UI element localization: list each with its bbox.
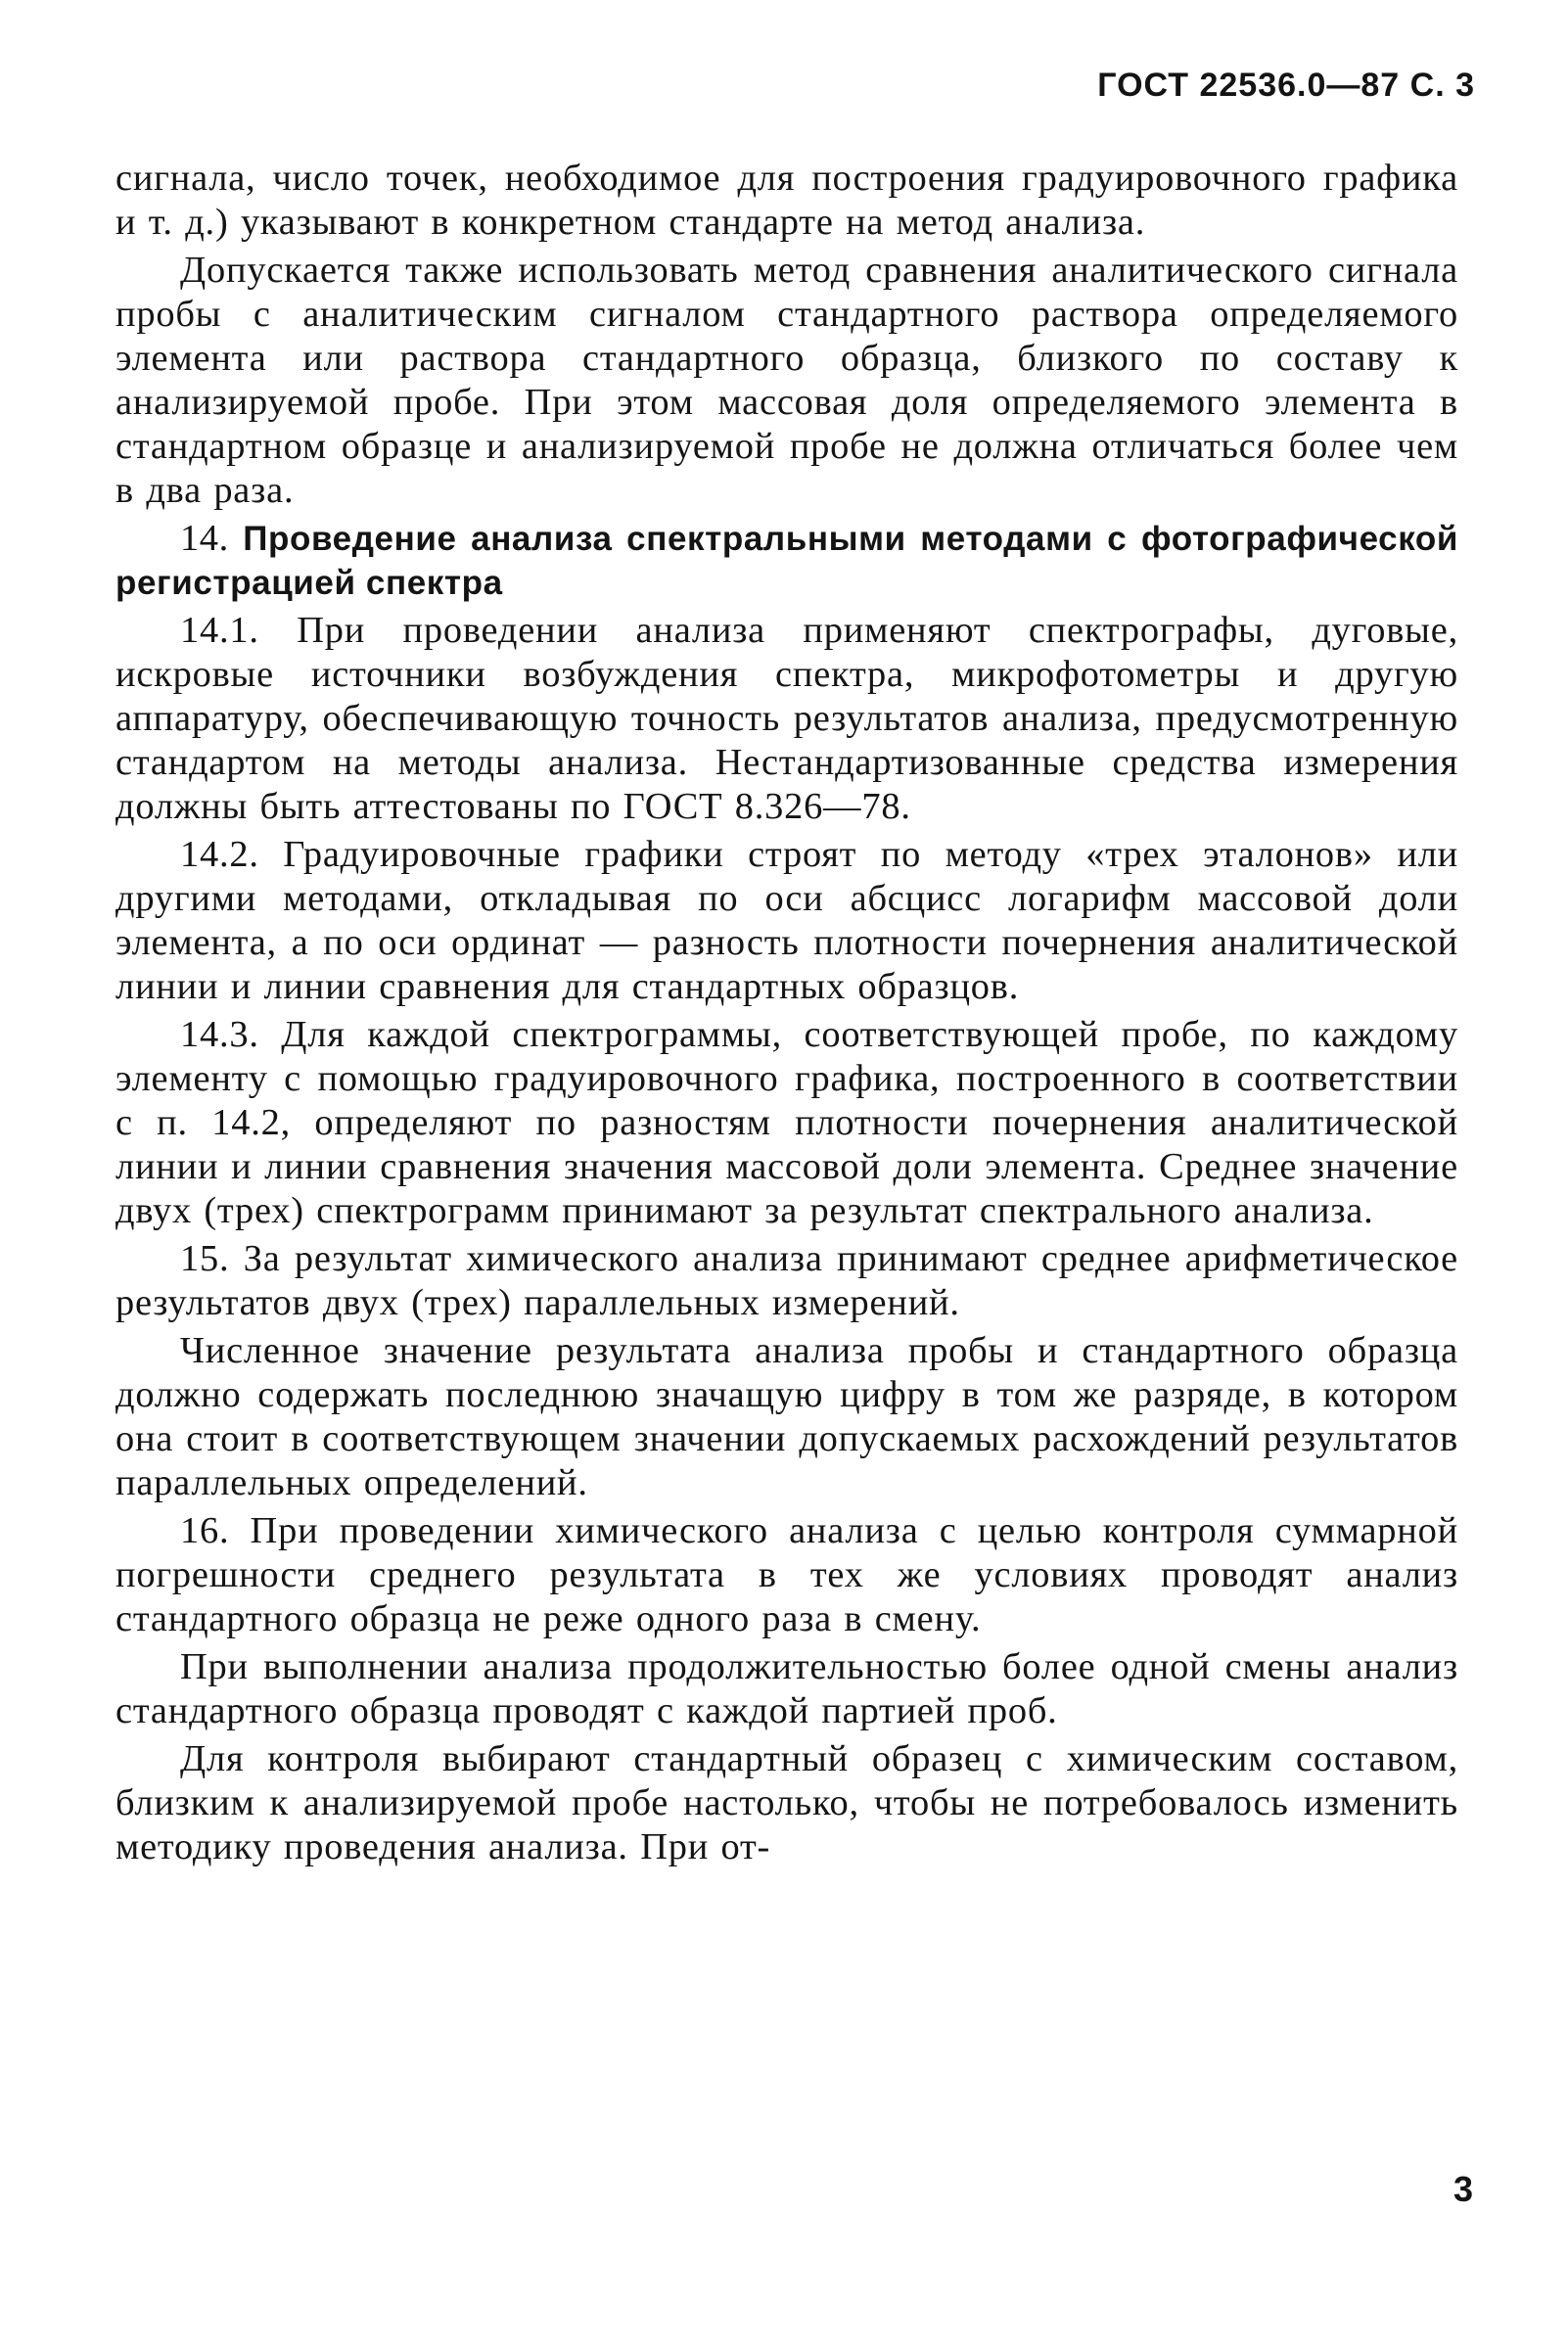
paragraph-continuation: сигнала, число точек, необходимое для построения градуировочного графика и т. д.) указывают в конкретном стандарте на метод анализа.: [115, 158, 1458, 243]
document-body: [115, 157, 1458, 1873]
section-14-number: 14.: [180, 518, 229, 559]
section-14-heading: [115, 517, 1458, 605]
page-header-doc-ref: ГОСТ 22536.0—87 С. 3: [1097, 67, 1475, 104]
clause-14-3: 14.3. Для каждой спектрограммы, соответствующей пробе, по каждому элементу с помощью градуировочного графика, построенного в соответствии с п. 14.2, определяют по разностям плотности почернения аналитической линии и линии сравнения значения массовой доли элемента. Среднее значение двух (трех) спектрограмм принимают за результат спектрального анализа.: [115, 1014, 1458, 1231]
paragraph-comparison-method: Допускается также использовать метод сравнения аналитического сигнала пробы с аналитическим сигналом стандартного раствора определяемого элемента или раствора стандартного образца, близкого по составу к анализируемой пробе. При этом массовая доля определяемого элемента в стандартном образце и анализируемой пробе не должна отличаться более чем в два раза.: [115, 250, 1458, 511]
clause-16: 16. При проведении химического анализа с целью контроля суммарной погрешности среднего результата в тех же условиях проводят анализ стандартного образца не реже одного раза в смену.: [115, 1510, 1458, 1639]
section-14-title: Проведение анализа спектральными методами с фотографической регистрацией спектра: [115, 520, 1458, 602]
clause-14-2: 14.2. Градуировочные графики строят по методу «трех эталонов» или другими методами, откладывая по оси абсцисс логарифм массовой доли элемента, а по оси ординат — разность плотности почернения аналитической линии и линии сравнения для стандартных образцов.: [115, 834, 1458, 1007]
clause-14-1: 14.1. При проведении анализа применяют спектрографы, дуговые, искровые источники возбуждения спектра, микрофотометры и другую аппаратуру, обеспечивающую точность результатов анализа, предусмотренную стандартом на методы анализа. Нестандартизованные средства измерения должны быть аттестованы по ГОСТ 8.326—78.: [115, 610, 1458, 827]
clause-15-numeric-value: Численное значение результата анализа пробы и стандартного образца должно содержать последнюю значащую цифру в том же разряде, в котором она стоит в соответствующем значении допускаемых расхождений результатов параллельных определений.: [115, 1330, 1458, 1503]
clause-16-control-sample: Для контроля выбирают стандартный образец с химическим составом, близким к анализируемой пробе настолько, чтобы не потребовалось изменить методику проведения анализа. При от-: [115, 1738, 1458, 1867]
page-number: 3: [1453, 2169, 1473, 2209]
clause-15: 15. За результат химического анализа принимают среднее арифметическое результатов двух (трех) параллельных измерений.: [115, 1238, 1458, 1323]
clause-16-long-analysis: При выполнении анализа продолжительностью более одной смены анализ стандартного образца проводят с каждой партией проб.: [115, 1646, 1458, 1731]
